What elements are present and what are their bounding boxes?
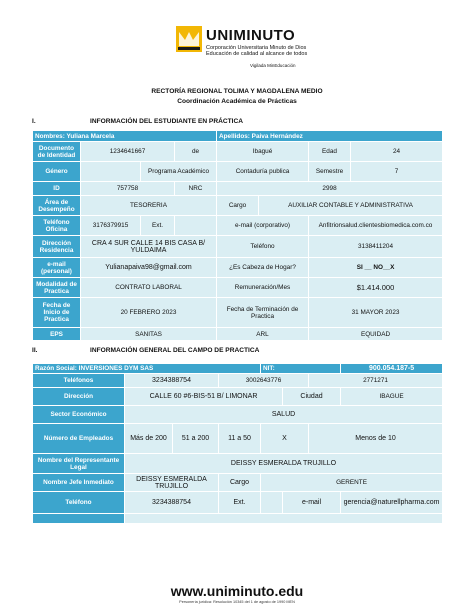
uniminuto-emblem-icon bbox=[176, 26, 202, 52]
telefono-label: Teléfono bbox=[217, 236, 309, 258]
cabeza-label: ¿Es Cabeza de Hogar? bbox=[217, 258, 309, 278]
id-label: ID bbox=[33, 182, 81, 196]
ext2-label: Ext. bbox=[219, 492, 261, 514]
table-row bbox=[33, 364, 443, 374]
fecha-inicio-value: 20 FEBRERO 2023 bbox=[81, 298, 217, 328]
page-subtitle: Coordinación Académica de Prácticas bbox=[177, 98, 297, 105]
ext-label: Ext. bbox=[141, 216, 175, 236]
email-label: e-mail bbox=[283, 492, 341, 514]
student-info-table bbox=[32, 130, 443, 341]
nrc-value: 2998 bbox=[217, 182, 443, 196]
dir-label: Dirección bbox=[33, 388, 125, 406]
nrc-label: NRC bbox=[175, 182, 217, 196]
doc-value: 1234641667 bbox=[81, 142, 175, 162]
ext2-value bbox=[261, 492, 283, 514]
dir-value: CALLE 60 #6-BIS-51 B/ LIMONAR bbox=[125, 388, 283, 406]
uniminuto-logo bbox=[176, 26, 436, 68]
eps-label: EPS bbox=[33, 328, 81, 341]
table-row bbox=[33, 454, 443, 474]
tel-2: 3002643776 bbox=[219, 374, 309, 388]
table-row bbox=[33, 388, 443, 406]
ext-value bbox=[175, 216, 217, 236]
area-value: TESORERIA bbox=[81, 196, 217, 216]
rep-label: Nombre del Representante Legal bbox=[33, 454, 125, 474]
table-row bbox=[33, 374, 443, 388]
ciudad-value: IBAGUE bbox=[341, 388, 443, 406]
jefe-cargo-label: Cargo bbox=[219, 474, 261, 492]
ciudad-label: Ciudad bbox=[283, 388, 341, 406]
emp-51-200: 51 a 200 bbox=[173, 424, 219, 454]
logo-wordmark: UNIMINUTO bbox=[206, 27, 296, 44]
table-row bbox=[33, 278, 443, 298]
semestre-value: 7 bbox=[351, 162, 443, 182]
cargo-value: AUXILIAR CONTABLE Y ADMINISTRATIVA bbox=[259, 196, 443, 216]
dir-res-value: CRA 4 SUR CALLE 14 BIS CASA B/ YULDAIMA bbox=[81, 236, 217, 258]
fecha-fin-label: Fecha de Terminación de Practica bbox=[217, 298, 309, 328]
emp-less-10: Menos de 10 bbox=[309, 424, 443, 454]
genero-value bbox=[81, 162, 141, 182]
table-row bbox=[33, 182, 443, 196]
jefe-label: Nombre Jefe Inmediato bbox=[33, 474, 125, 492]
tel-oficina-label: Teléfono Oficina bbox=[33, 216, 81, 236]
emp-mark: X bbox=[261, 424, 309, 454]
table-row bbox=[33, 474, 443, 492]
student-surnames: Apellidos: Paiva Hernández bbox=[217, 131, 443, 142]
cargo-label: Cargo bbox=[217, 196, 259, 216]
table-row bbox=[33, 131, 443, 142]
area-label: Área de Desempeño bbox=[33, 196, 81, 216]
tel2-label: Teléfono bbox=[33, 492, 125, 514]
genero-label: Género bbox=[33, 162, 81, 182]
jefe-cargo-value: GERENTE bbox=[261, 474, 443, 492]
blank-value bbox=[125, 514, 443, 524]
table-row bbox=[33, 258, 443, 278]
table-row bbox=[33, 514, 443, 524]
eps-value: SANITAS bbox=[81, 328, 217, 341]
email-pers-label: e-mail (personal) bbox=[33, 258, 81, 278]
table-row bbox=[33, 406, 443, 424]
rep-value: DEISSY ESMERALDA TRUJILLO bbox=[125, 454, 443, 474]
cabeza-value: SI __ NO__X bbox=[309, 258, 443, 278]
email-corp-value: Anfitrionsalud.clientesbiomedica.com.co bbox=[309, 216, 443, 236]
table-row bbox=[33, 424, 443, 454]
email-value: gerencia@naturellpharma.com bbox=[341, 492, 443, 514]
table-row bbox=[33, 196, 443, 216]
footer-legal: Personería jurídica: Resolución 10345 del 1 de agosto de 1990 MEN bbox=[179, 600, 295, 604]
table-row bbox=[33, 298, 443, 328]
nit-value: 900.054.187-5 bbox=[341, 364, 443, 374]
tel-1: 3234388754 bbox=[125, 374, 219, 388]
table-row bbox=[33, 328, 443, 341]
arl-value: EQUIDAD bbox=[309, 328, 443, 341]
tel2-value: 3234388754 bbox=[125, 492, 219, 514]
edad-value: 24 bbox=[351, 142, 443, 162]
company-info-table bbox=[32, 363, 443, 524]
doc-de: de bbox=[175, 142, 217, 162]
table-row bbox=[33, 162, 443, 182]
modalidad-value: CONTRATO LABORAL bbox=[81, 278, 217, 298]
table-row bbox=[33, 236, 443, 258]
page-title: RECTORÍA REGIONAL TOLIMA Y MAGDALENA MEDIO bbox=[151, 88, 323, 95]
doc-label: Documento de Identidad bbox=[33, 142, 81, 162]
arl-label: ARL bbox=[217, 328, 309, 341]
logo-tagline: Corporación Universitaria Minuto de Dios Educación de calidad al alcance de todos bbox=[206, 45, 308, 57]
sector-value: SALUD bbox=[125, 406, 443, 424]
telefono-value: 3138411204 bbox=[309, 236, 443, 258]
blank-label bbox=[33, 514, 125, 524]
emp-11-50: 11 a 50 bbox=[219, 424, 261, 454]
jefe-value: DEISSY ESMERALDA TRUJILLO bbox=[125, 474, 219, 492]
logo-vigilada: Vigilada MinEducación bbox=[250, 63, 296, 68]
razon-social: Razón Social: INVERSIONES DYM SAS bbox=[33, 364, 261, 374]
empleados-label: Número de Empleados bbox=[33, 424, 125, 454]
edad-label: Edad bbox=[309, 142, 351, 162]
tel-oficina-value: 3176379915 bbox=[81, 216, 141, 236]
footer bbox=[0, 583, 474, 604]
table-row bbox=[33, 216, 443, 236]
id-value: 757758 bbox=[81, 182, 175, 196]
programa-value: Contaduría publica bbox=[217, 162, 309, 182]
section-2-heading: II. INFORMACIÓN GENERAL DEL CAMPO DE PRACTICA bbox=[32, 347, 260, 354]
sector-label: Sector Económico bbox=[33, 406, 125, 424]
semestre-label: Semestre bbox=[309, 162, 351, 182]
section-1-heading: I. INFORMACIÓN DEL ESTUDIANTE EN PRÁCTICA bbox=[32, 118, 244, 125]
doc-city: Ibagué bbox=[217, 142, 309, 162]
programa-label: Programa Académico bbox=[141, 162, 217, 182]
footer-url[interactable]: www.uniminuto.edu bbox=[170, 583, 304, 599]
remuneracion-value: $1.414.000 bbox=[309, 278, 443, 298]
student-names: Nombres: Yuliana Marcela bbox=[33, 131, 217, 142]
emp-more-200: Más de 200 bbox=[125, 424, 173, 454]
tel-label: Teléfonos bbox=[33, 374, 125, 388]
dir-res-label: Dirección Residencia bbox=[33, 236, 81, 258]
modalidad-label: Modalidad de Practica bbox=[33, 278, 81, 298]
remuneracion-label: Remuneración/Mes bbox=[217, 278, 309, 298]
tel-3: 2771271 bbox=[309, 374, 443, 388]
email-corp-label: e-mail (corporativo) bbox=[217, 216, 309, 236]
nit-label: NIT: bbox=[261, 364, 341, 374]
email-pers-value: Yulianapaiva98@gmail.com bbox=[81, 258, 217, 278]
fecha-fin-value: 31 MAYOR 2023 bbox=[309, 298, 443, 328]
table-row bbox=[33, 492, 443, 514]
table-row bbox=[33, 142, 443, 162]
fecha-inicio-label: Fecha de Inicio de Practica bbox=[33, 298, 81, 328]
